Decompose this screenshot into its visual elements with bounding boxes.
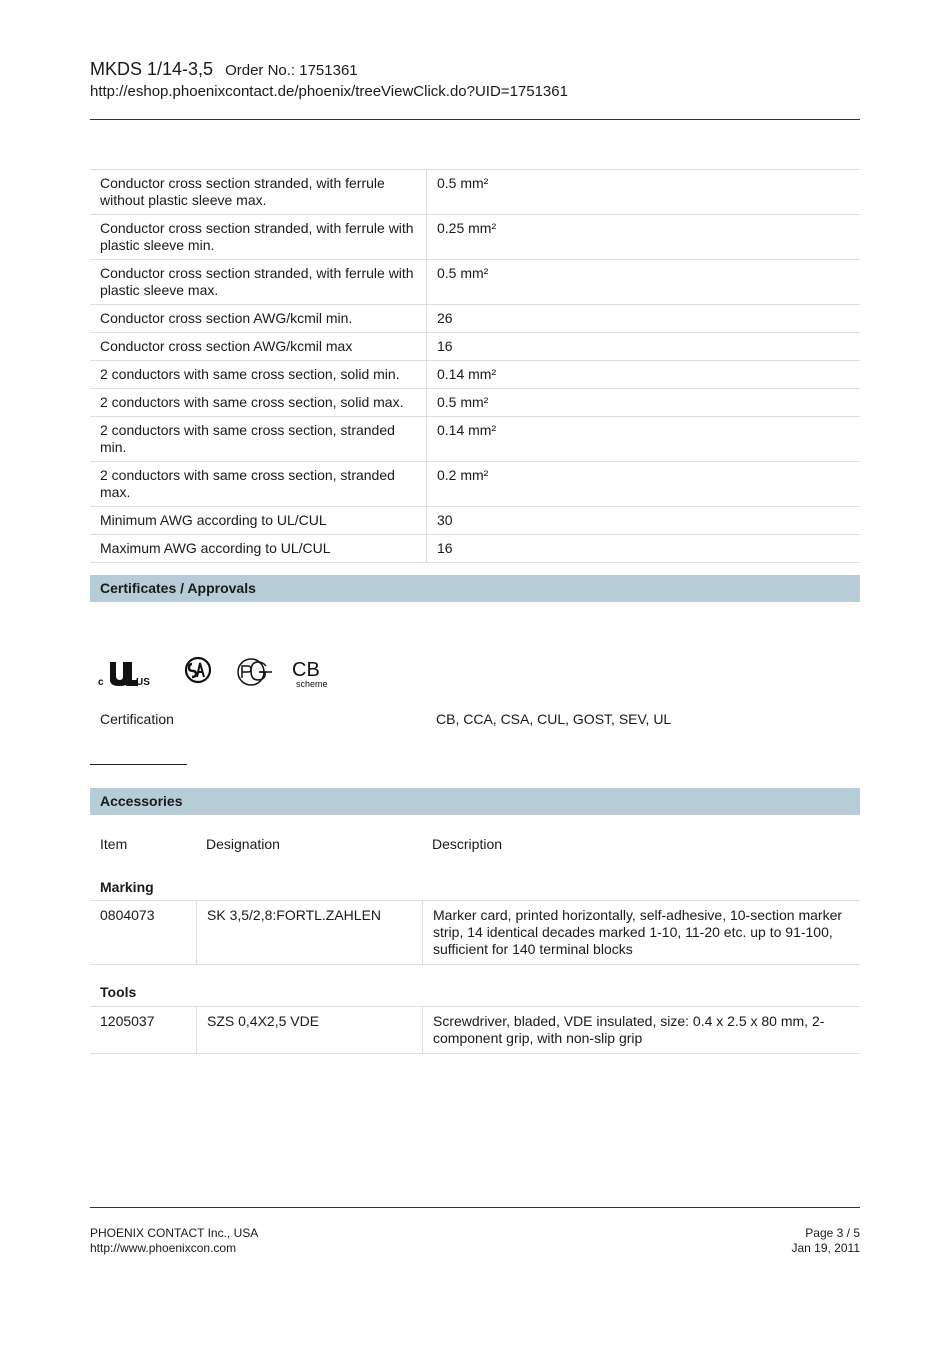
item-number: 1205037 <box>90 1007 197 1054</box>
spec-label: Conductor cross section stranded, with ferrule with plastic sleeve max. <box>90 260 427 305</box>
table-row <box>90 1007 860 1054</box>
item-description: Screwdriver, bladed, VDE insulated, size: 0.4 x 2.5 x 80 mm, 2-component grip, with non-slip grip <box>423 1007 861 1054</box>
footer-divider <box>90 1207 860 1208</box>
item-designation: SK 3,5/2,8:FORTL.ZAHLEN <box>197 901 423 965</box>
certificates-heading: Certificates / Approvals <box>90 575 860 602</box>
cb-scheme-logo <box>292 659 328 689</box>
spec-value: 0.14 mm² <box>427 361 861 389</box>
certification-value: CB, CCA, CSA, CUL, GOST, SEV, UL <box>436 711 672 727</box>
spec-value: 0.5 mm² <box>427 389 861 417</box>
spec-label: Conductor cross section stranded, with ferrule without plastic sleeve max. <box>90 170 427 215</box>
spec-row <box>90 305 860 333</box>
spec-row <box>90 507 860 535</box>
spec-value: 0.5 mm² <box>427 260 861 305</box>
page-number: Page 3 / 5 <box>805 1226 860 1240</box>
spec-row <box>90 170 860 215</box>
cul-us-text: US <box>136 677 150 688</box>
footer-company: PHOENIX CONTACT Inc., USA <box>90 1226 259 1240</box>
spec-label: Conductor cross section AWG/kcmil min. <box>90 305 427 333</box>
item-description: Marker card, printed horizontally, self-adhesive, 10-section marker strip, 14 identical decades marked 1-10, 11-20 etc. up to 91-100, sufficient for 140 terminal blocks <box>423 901 861 965</box>
product-url[interactable]: http://eshop.phoenixcontact.de/phoenix/treeViewClick.do?UID=1751361 <box>90 83 568 100</box>
group-label-marking: Marking <box>100 879 154 895</box>
spec-label: 2 conductors with same cross section, stranded min. <box>90 417 427 462</box>
document-date: Jan 19, 2011 <box>791 1241 860 1255</box>
specs-table <box>90 169 860 563</box>
spec-label: Maximum AWG according to UL/CUL <box>90 535 427 563</box>
column-header-item: Item <box>100 836 128 852</box>
accessories-table-marking <box>90 900 860 965</box>
column-header-designation: Designation <box>206 836 280 852</box>
cb-text: CB <box>292 659 320 681</box>
c-ul-us-logo <box>98 662 150 688</box>
footer-right <box>791 1226 860 1256</box>
spec-value: 0.5 mm² <box>427 170 861 215</box>
spec-row <box>90 215 860 260</box>
csa-logo <box>186 658 210 682</box>
spec-row <box>90 535 860 563</box>
accessories-table-tools <box>90 1006 860 1054</box>
spec-value: 16 <box>427 535 861 563</box>
spec-value: 26 <box>427 305 861 333</box>
item-number: 0804073 <box>90 901 197 965</box>
header-divider <box>90 119 860 120</box>
spec-label: Conductor cross section AWG/kcmil max <box>90 333 427 361</box>
spec-label: Minimum AWG according to UL/CUL <box>90 507 427 535</box>
spec-row <box>90 260 860 305</box>
spec-row <box>90 462 860 507</box>
spec-label: 2 conductors with same cross section, solid min. <box>90 361 427 389</box>
footer-left <box>90 1226 258 1256</box>
spec-label: Conductor cross section stranded, with ferrule with plastic sleeve min. <box>90 215 427 260</box>
table-row <box>90 901 860 965</box>
group-label-tools: Tools <box>100 984 137 1000</box>
spec-value: 0.2 mm² <box>427 462 861 507</box>
cul-c-text: c <box>98 677 104 688</box>
spec-label: 2 conductors with same cross section, solid max. <box>90 389 427 417</box>
item-designation: SZS 0,4X2,5 VDE <box>197 1007 423 1054</box>
spec-value: 0.25 mm² <box>427 215 861 260</box>
certification-logos <box>96 654 336 690</box>
spec-row <box>90 389 860 417</box>
page-header <box>90 58 860 102</box>
footer-website[interactable]: http://www.phoenixcon.com <box>90 1241 237 1255</box>
order-number: Order No.: 1751361 <box>225 62 358 79</box>
column-header-description: Description <box>432 836 503 852</box>
accessories-heading: Accessories <box>90 788 860 815</box>
spec-value: 30 <box>427 507 861 535</box>
section-divider <box>90 764 187 765</box>
product-name: MKDS 1/14-3,5 <box>90 59 214 79</box>
spec-row <box>90 417 860 462</box>
spec-row <box>90 361 860 389</box>
spec-value: 0.14 mm² <box>427 417 861 462</box>
spec-row <box>90 333 860 361</box>
gost-logo <box>238 659 272 685</box>
spec-value: 16 <box>427 333 861 361</box>
title-line <box>90 58 860 82</box>
cb-scheme-text: scheme <box>296 679 328 689</box>
spec-label: 2 conductors with same cross section, stranded max. <box>90 462 427 507</box>
certification-label: Certification <box>100 711 174 727</box>
